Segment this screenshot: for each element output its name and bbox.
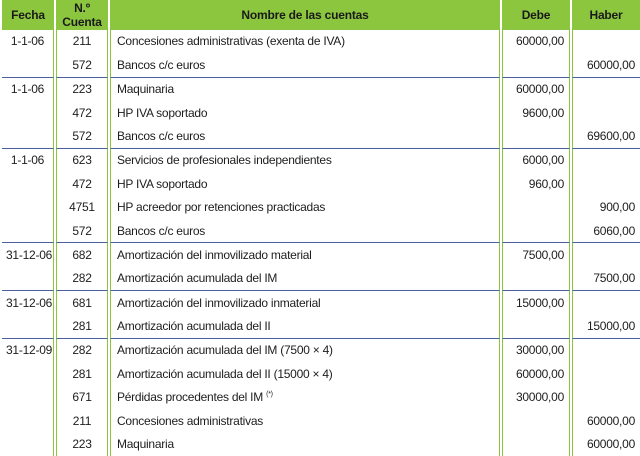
cell-debe bbox=[502, 315, 570, 339]
cell-debe-text: 60000,00 bbox=[515, 366, 564, 381]
cell-fecha-text: 31-12-09 bbox=[6, 343, 53, 358]
cell-cuenta-text: 572 bbox=[72, 223, 92, 238]
table-row bbox=[2, 433, 640, 456]
table-row bbox=[2, 219, 640, 243]
cell-nombre bbox=[110, 433, 500, 456]
header-fecha: Fecha bbox=[2, 0, 54, 30]
cell-nombre-text: Amortización acumulada del II bbox=[117, 319, 271, 334]
header-row bbox=[2, 0, 640, 30]
cell-haber bbox=[572, 101, 640, 124]
cell-nombre bbox=[110, 339, 500, 362]
cell-fecha bbox=[2, 315, 54, 339]
cell-debe bbox=[502, 409, 570, 432]
cell-cuenta bbox=[56, 101, 108, 124]
cell-nombre bbox=[110, 53, 500, 77]
cell-fecha bbox=[2, 172, 54, 195]
cell-cuenta-text: 223 bbox=[72, 437, 92, 452]
footnote-marker: (*) bbox=[266, 391, 273, 399]
cell-debe bbox=[502, 53, 570, 77]
cell-cuenta-text: 282 bbox=[72, 343, 92, 358]
cell-debe-text: 60000,00 bbox=[515, 34, 564, 49]
cell-debe bbox=[502, 30, 570, 53]
cell-haber bbox=[572, 433, 640, 456]
cell-debe bbox=[502, 291, 570, 314]
cell-haber bbox=[572, 30, 640, 53]
cell-debe bbox=[502, 101, 570, 124]
cell-haber bbox=[572, 315, 640, 339]
cell-cuenta bbox=[56, 409, 108, 432]
cell-haber bbox=[572, 267, 640, 291]
cell-nombre bbox=[110, 267, 500, 291]
cell-cuenta bbox=[56, 125, 108, 149]
table-row bbox=[2, 30, 640, 53]
cell-fecha bbox=[2, 433, 54, 456]
cell-debe bbox=[502, 78, 570, 101]
cell-nombre bbox=[110, 149, 500, 172]
cell-nombre-text: Concesiones administrativas (exenta de IVA) bbox=[117, 34, 345, 49]
cell-nombre-text: HP IVA soportado bbox=[117, 105, 208, 120]
cell-nombre-text: Maquinaria bbox=[117, 82, 174, 97]
cell-fecha bbox=[2, 149, 54, 172]
cell-nombre bbox=[110, 125, 500, 149]
cell-cuenta bbox=[56, 339, 108, 362]
table-header bbox=[2, 0, 640, 30]
cell-cuenta bbox=[56, 149, 108, 172]
cell-cuenta-text: 671 bbox=[72, 390, 92, 405]
cell-nombre-text: Amortización del inmovilizado material bbox=[117, 247, 312, 262]
cell-fecha-text: 1-1-06 bbox=[10, 34, 45, 49]
table-row bbox=[2, 267, 640, 291]
table-row bbox=[2, 196, 640, 219]
cell-fecha bbox=[2, 409, 54, 432]
cell-haber-text: 15000,00 bbox=[586, 319, 635, 334]
cell-haber-text: 7500,00 bbox=[593, 271, 635, 286]
cell-fecha bbox=[2, 30, 54, 53]
cell-cuenta-text: 211 bbox=[72, 34, 92, 49]
cell-cuenta-text: 4751 bbox=[69, 200, 95, 215]
cell-cuenta bbox=[56, 196, 108, 219]
cell-debe-text: 960,00 bbox=[528, 176, 564, 191]
cell-cuenta bbox=[56, 53, 108, 77]
cell-cuenta bbox=[56, 315, 108, 339]
cell-cuenta-text: 682 bbox=[72, 247, 92, 262]
table-row bbox=[2, 386, 640, 409]
cell-cuenta-text: 211 bbox=[72, 413, 92, 428]
cell-cuenta bbox=[56, 78, 108, 101]
cell-fecha-text: 31-12-06 bbox=[6, 247, 53, 262]
cell-cuenta bbox=[56, 219, 108, 243]
cell-fecha bbox=[2, 267, 54, 291]
table-row bbox=[2, 78, 640, 101]
cell-cuenta-text: 623 bbox=[72, 153, 92, 168]
header-nombre: Nombre de las cuentas bbox=[110, 0, 500, 30]
cell-nombre bbox=[110, 30, 500, 53]
cell-fecha-text: 1-1-06 bbox=[10, 153, 45, 168]
cell-debe-text: 30000,00 bbox=[515, 390, 564, 405]
cell-cuenta-text: 681 bbox=[72, 295, 92, 310]
table-row bbox=[2, 172, 640, 195]
cell-debe-text: 15000,00 bbox=[515, 295, 564, 310]
cell-fecha bbox=[2, 53, 54, 77]
cell-haber bbox=[572, 386, 640, 409]
table-row bbox=[2, 101, 640, 124]
table-row bbox=[2, 291, 640, 314]
cell-haber bbox=[572, 409, 640, 432]
cell-haber-text: 6060,00 bbox=[593, 223, 635, 238]
cell-nombre bbox=[110, 78, 500, 101]
cell-haber bbox=[572, 362, 640, 385]
cell-fecha bbox=[2, 125, 54, 149]
cell-cuenta bbox=[56, 362, 108, 385]
table-row bbox=[2, 125, 640, 149]
cell-haber-text: 69600,00 bbox=[586, 128, 635, 143]
cell-haber bbox=[572, 78, 640, 101]
cell-debe bbox=[502, 267, 570, 291]
cell-haber bbox=[572, 291, 640, 314]
cell-nombre-text: Amortización acumulada del IM bbox=[117, 271, 278, 286]
cell-cuenta bbox=[56, 267, 108, 291]
cell-debe bbox=[502, 196, 570, 219]
cell-haber-text: 60000,00 bbox=[586, 57, 635, 72]
cell-cuenta bbox=[56, 243, 108, 266]
cell-cuenta bbox=[56, 291, 108, 314]
cell-nombre-text: Servicios de profesionales independientes bbox=[117, 153, 332, 168]
table-row bbox=[2, 409, 640, 432]
cell-cuenta-text: 281 bbox=[72, 319, 92, 334]
header-debe: Debe bbox=[502, 0, 570, 30]
cell-fecha-text: 1-1-06 bbox=[10, 82, 45, 97]
cell-nombre bbox=[110, 291, 500, 314]
cell-cuenta bbox=[56, 30, 108, 53]
cell-nombre-text: Amortización acumulada del II (15000 × 4) bbox=[117, 366, 333, 381]
cell-haber bbox=[572, 339, 640, 362]
cell-debe-text: 7500,00 bbox=[522, 247, 564, 262]
cell-nombre-text: Concesiones administrativas bbox=[117, 413, 263, 428]
cell-haber bbox=[572, 196, 640, 219]
cell-nombre bbox=[110, 101, 500, 124]
cell-fecha bbox=[2, 339, 54, 362]
cell-nombre bbox=[110, 362, 500, 385]
cell-haber bbox=[572, 219, 640, 243]
cell-haber-text: 60000,00 bbox=[586, 437, 635, 452]
cell-nombre bbox=[110, 409, 500, 432]
cell-debe-text: 60000,00 bbox=[515, 82, 564, 97]
cell-debe bbox=[502, 433, 570, 456]
cell-cuenta-text: 572 bbox=[72, 57, 92, 72]
cell-debe bbox=[502, 339, 570, 362]
cell-debe bbox=[502, 219, 570, 243]
cell-debe bbox=[502, 243, 570, 266]
cell-nombre-text: Maquinaria bbox=[117, 437, 174, 452]
cell-debe-text: 9600,00 bbox=[522, 105, 564, 120]
cell-haber bbox=[572, 125, 640, 149]
cell-fecha bbox=[2, 362, 54, 385]
cell-fecha bbox=[2, 291, 54, 314]
table-row bbox=[2, 339, 640, 362]
cell-nombre-text: Bancos c/c euros bbox=[117, 128, 206, 143]
cell-cuenta-text: 472 bbox=[72, 105, 92, 120]
cell-nombre-text: Amortización acumulada del IM (7500 × 4) bbox=[117, 343, 333, 358]
cell-nombre bbox=[110, 196, 500, 219]
cell-haber bbox=[572, 149, 640, 172]
cell-fecha bbox=[2, 101, 54, 124]
table-row bbox=[2, 315, 640, 339]
table-row bbox=[2, 53, 640, 77]
cell-cuenta-text: 282 bbox=[72, 271, 92, 286]
cell-fecha bbox=[2, 219, 54, 243]
cell-nombre-text: HP IVA soportado bbox=[117, 176, 208, 191]
header-cuenta: N.º Cuenta bbox=[56, 0, 108, 30]
cell-debe-text: 30000,00 bbox=[515, 343, 564, 358]
cell-haber bbox=[572, 53, 640, 77]
cell-cuenta bbox=[56, 172, 108, 195]
cell-cuenta-text: 572 bbox=[72, 128, 92, 143]
cell-debe bbox=[502, 172, 570, 195]
cell-nombre-text: Pérdidas procedentes del IM bbox=[117, 390, 264, 405]
table-row bbox=[2, 243, 640, 266]
cell-cuenta-text: 281 bbox=[72, 366, 92, 381]
table-row bbox=[2, 149, 640, 172]
cell-nombre bbox=[110, 219, 500, 243]
cell-debe bbox=[502, 149, 570, 172]
cell-debe bbox=[502, 386, 570, 409]
cell-fecha bbox=[2, 196, 54, 219]
cell-fecha bbox=[2, 78, 54, 101]
cell-nombre-text: Amortización del inmovilizado inmaterial bbox=[117, 295, 321, 310]
cell-nombre-text: Bancos c/c euros bbox=[117, 223, 206, 238]
cell-haber bbox=[572, 243, 640, 266]
cell-nombre bbox=[110, 386, 500, 409]
cell-fecha bbox=[2, 243, 54, 266]
cell-nombre-text: Bancos c/c euros bbox=[117, 57, 206, 72]
cell-cuenta bbox=[56, 433, 108, 456]
cell-cuenta bbox=[56, 386, 108, 409]
cell-nombre-text: HP acreedor por retenciones practicadas bbox=[117, 200, 326, 215]
cell-fecha-text: 31-12-06 bbox=[6, 295, 53, 310]
cell-debe bbox=[502, 362, 570, 385]
cell-nombre bbox=[110, 243, 500, 266]
cell-fecha bbox=[2, 386, 54, 409]
cell-nombre bbox=[110, 315, 500, 339]
header-haber: Haber bbox=[572, 0, 640, 30]
table-row bbox=[2, 362, 640, 385]
cell-haber bbox=[572, 172, 640, 195]
cell-haber-text: 900,00 bbox=[599, 200, 635, 215]
cell-debe-text: 6000,00 bbox=[522, 153, 564, 168]
cell-haber-text: 60000,00 bbox=[586, 413, 635, 428]
cell-cuenta-text: 223 bbox=[72, 82, 92, 97]
table-body bbox=[2, 30, 640, 456]
cell-nombre bbox=[110, 172, 500, 195]
cell-cuenta-text: 472 bbox=[72, 176, 92, 191]
cell-debe bbox=[502, 125, 570, 149]
